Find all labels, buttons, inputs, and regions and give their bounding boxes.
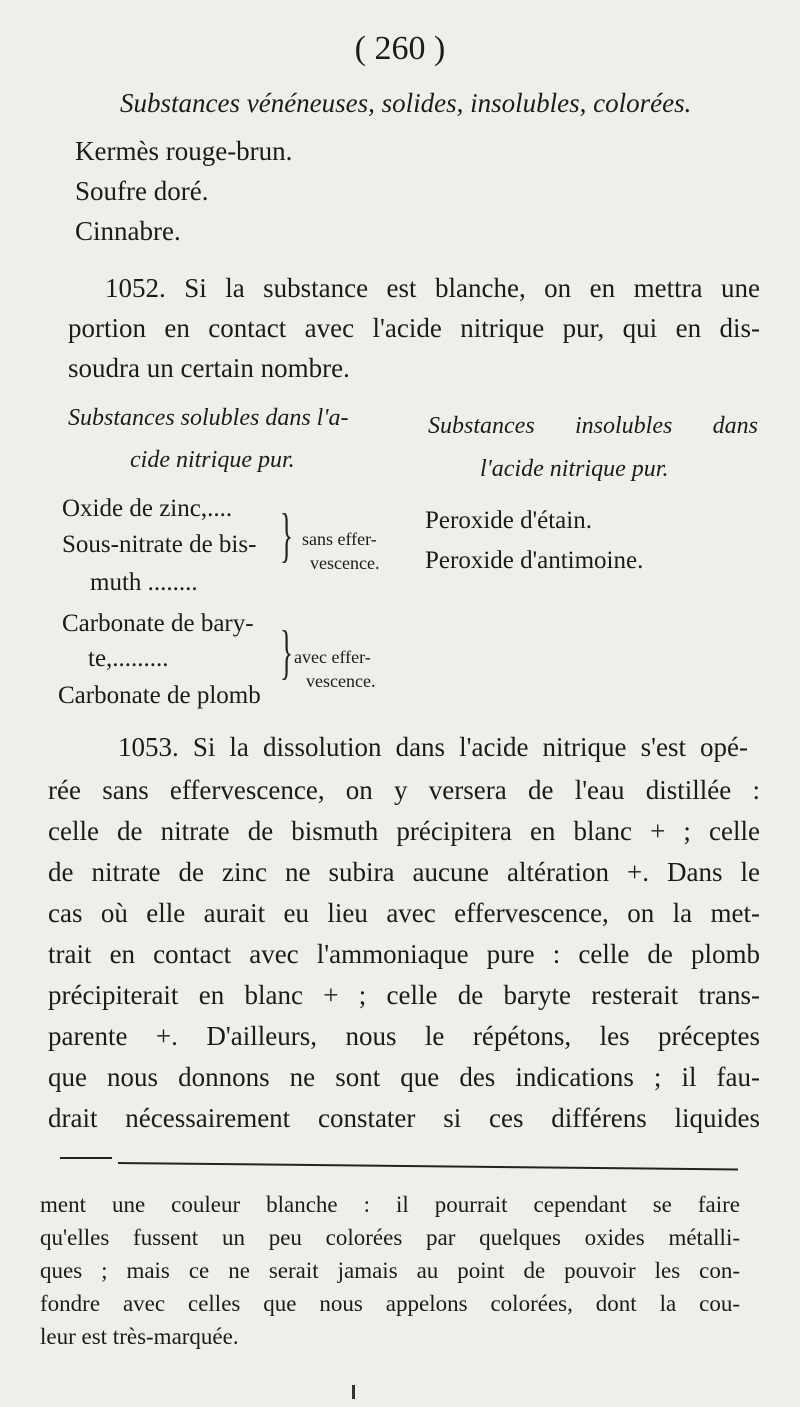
paragraph-line: cas où elle aurait eu lieu avec effervescence, on la met- [48, 898, 760, 928]
paragraph-line: portion en contact avec l'acide nitrique pur, qui en dis- [68, 313, 760, 343]
paragraph-1053 [118, 727, 748, 767]
footnote-rule-short [60, 1157, 112, 1159]
paragraph-1053-cont [48, 770, 760, 1139]
footnote-line: leur est très-marquée. [40, 1324, 239, 1349]
table-left-header-line: cide nitrique pur. [130, 447, 295, 473]
paragraph-line: trait en contact avec l'ammoniaque pure : celle de plomb [48, 939, 760, 969]
list-item: Kermès rouge-brun. [75, 136, 293, 166]
table-note: sans effer- [302, 529, 377, 549]
table-right-header-line: Substances insolubles dans [428, 413, 758, 439]
footnote [40, 1188, 740, 1353]
page-number: ( 260 ) [354, 30, 446, 67]
list-item: Cinnabre. [75, 216, 181, 246]
table-left-header-line: Substances solubles dans l'a- [68, 405, 349, 431]
section-heading: Substances vénéneuses, solides, insolubles, colorées. [120, 88, 692, 118]
brace-icon: } [280, 502, 293, 568]
paragraph-line: que nous donnons ne sont que des indications ; il fau- [48, 1062, 760, 1092]
print-mark [352, 1385, 355, 1399]
paragraph-line: précipiterait en blanc + ; celle de baryte resterait trans- [48, 980, 760, 1010]
footnote-line: ment une couleur blanche : il pourrait cependant se faire [40, 1192, 740, 1217]
paragraph-line: parente +. D'ailleurs, nous le répétons, les préceptes [48, 1021, 760, 1051]
paragraph-line: rée sans effervescence, on y versera de l'eau distillée : [48, 775, 760, 805]
paragraph-line: de nitrate de zinc ne subira aucune altération +. Dans le [48, 857, 760, 887]
paragraph-line: 1052. Si la substance est blanche, on en mettra une [105, 273, 760, 303]
paragraph-line: drait nécessairement constater si ces différens liquides [48, 1103, 760, 1133]
footnote-line: ques ; mais ce ne serait jamais au point de pouvoir les con- [40, 1258, 740, 1283]
table-note: vescence. [310, 553, 380, 573]
paragraph-1052 [105, 268, 760, 308]
table-right-header-line: l'acide nitrique pur. [480, 456, 669, 482]
table-cell: te,......... [88, 645, 169, 672]
paragraph-line: celle de nitrate de bismuth précipitera en blanc + ; celle [48, 816, 760, 846]
footnote-line: qu'elles fussent un peu colorées par quelques oxides métalli- [40, 1225, 740, 1250]
paragraph-line: soudra un certain nombre. [68, 353, 350, 383]
table-cell: Peroxide d'antimoine. [425, 547, 644, 574]
table-note: avec effer- [294, 647, 371, 667]
table-cell: Sous-nitrate de bis- [62, 531, 257, 558]
table-note: vescence. [306, 671, 376, 691]
paragraph-1052-cont [68, 308, 760, 388]
table-cell: Carbonate de plomb [58, 682, 261, 709]
footnote-rule [118, 1162, 738, 1170]
table-cell: Peroxide d'étain. [425, 507, 592, 534]
list-item: Soufre doré. [75, 176, 209, 206]
table-cell: muth ........ [90, 569, 198, 596]
brace-icon: } [280, 619, 293, 685]
table-cell: Carbonate de bary- [62, 610, 254, 637]
footnote-line: fondre avec celles que nous appelons colorées, dont la cou- [40, 1291, 740, 1316]
table-cell: Oxide de zinc,.... [62, 495, 233, 522]
paragraph-line: 1053. Si la dissolution dans l'acide nitrique s'est opé- [118, 732, 748, 762]
